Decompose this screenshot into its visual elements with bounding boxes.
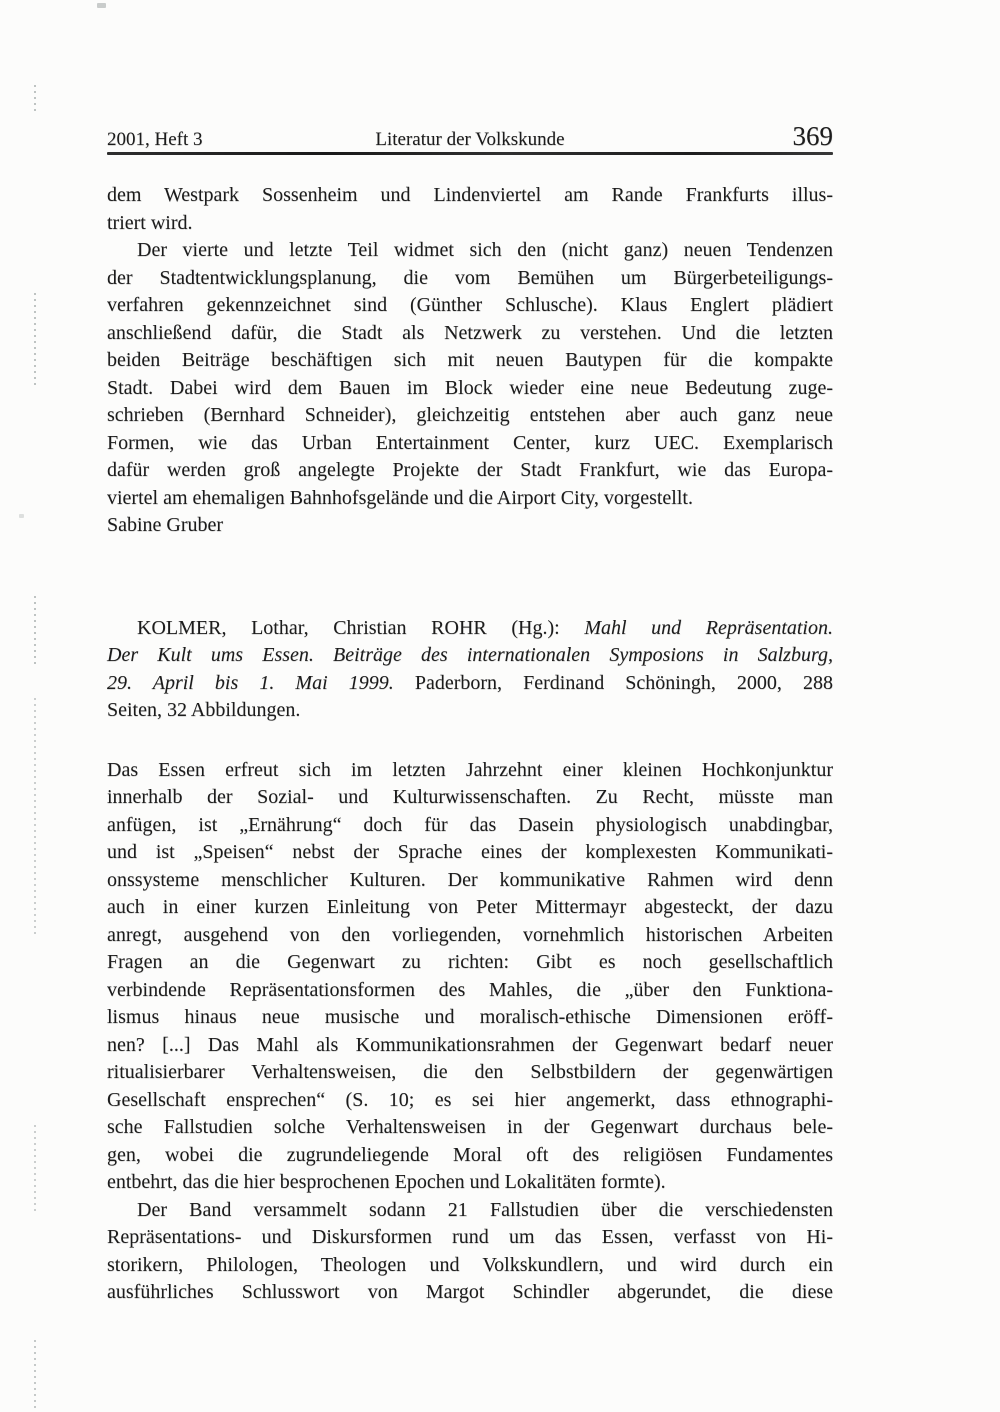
text-line: [107, 1279, 833, 1307]
reviewer-signature: Sabine Gruber: [107, 514, 224, 536]
header-rule: [107, 152, 833, 155]
text-run: innerhalb der Sozial- und Kulturwissenschaften. Zu Recht, müsste man: [107, 786, 833, 808]
scan-artifact: [34, 1340, 36, 1408]
text-run: anschließend dafür, die Stadt als Netzwerk zu verstehen. Und die letzten: [107, 321, 833, 344]
text-line: [107, 292, 833, 320]
text-run: gen, wobei die zugrundeliegende Moral oft des religiösen Fundamentes: [107, 1143, 833, 1166]
scan-artifact: [19, 514, 24, 518]
text-run: ritualisierbarer Verhaltensweisen, die den Selbstbildern der gegenwärtigen: [107, 1061, 833, 1083]
text-run: anfügen, ist „Ernährung“ doch für das Dasein physiologisch unabdingbar,: [107, 813, 833, 836]
text-run: schrieben (Bernhard Schneider), gleichzeitig entstehen aber auch ganz neue: [107, 404, 833, 426]
text-line: [107, 922, 833, 950]
text-line: [107, 375, 833, 403]
text-line: [107, 949, 833, 977]
text-run: beiden Beiträge beschäftigen sich mit neuen Bautypen für die kompakte: [107, 349, 833, 371]
text-run: verbindende Repräsentationsformen des Mahles, die „über den Funktiona-: [107, 978, 833, 1001]
italic-text-run: Der Kult ums Essen. Beiträge des internationalen Symposions in Salzburg,: [107, 644, 833, 666]
text-line: [107, 182, 833, 210]
text-line: [107, 485, 833, 513]
text-run: KOLMER, Lothar, Christian ROHR (Hg.):: [137, 616, 585, 639]
text-line: [107, 1169, 833, 1197]
text-run: Stadt. Dabei wird dem Bauen im Block wieder eine neue Bedeutung zuge-: [107, 376, 833, 399]
scan-artifact: [34, 596, 36, 668]
text-line: [107, 265, 833, 293]
text-line: [107, 347, 833, 375]
text-line: [107, 1252, 833, 1280]
italic-text-run: Mahl und Repräsentation.: [584, 616, 833, 639]
text-line: [107, 977, 833, 1005]
text-line: [107, 697, 833, 725]
text-run: dem Westpark Sossenheim und Lindenviertel am Rande Frankfurts illus-: [107, 184, 833, 206]
text-line: [107, 1032, 833, 1060]
text-line: [107, 1004, 833, 1032]
text-run: Der Band versammelt sodann 21 Fallstudien über die verschiedensten: [137, 1198, 833, 1221]
text-run: ausführliches Schlusswort von Margot Schindler abgerundet, die diese: [107, 1281, 833, 1303]
text-line: [107, 642, 833, 670]
text-run: viertel am ehemaligen Bahnhofsgelände und die Airport City, vorgestellt.: [107, 486, 693, 509]
page-body: [107, 182, 833, 1307]
text-line: [107, 894, 833, 922]
text-line: [107, 1197, 833, 1225]
text-run: Seiten, 32 Abbildungen.: [107, 699, 301, 721]
text-line: [107, 839, 833, 867]
text-line: [107, 670, 833, 698]
text-run: sche Fallstudien solche Verhaltensweisen in der Gegenwart durchaus bele-: [107, 1116, 833, 1138]
text-run: Fragen an die Gegenwart zu richten: Gibt es noch gesellschaftlich: [107, 951, 833, 973]
text-run: dafür werden groß angelegte Projekte der Stadt Frankfurt, wie das Europa-: [107, 459, 833, 481]
text-run: der Stadtentwicklungsplanung, die vom Bemühen um Bürgerbeteiligungs-: [107, 266, 833, 289]
text-run: entbehrt, das die hier besprochenen Epochen und Lokalitäten formte).: [107, 1171, 666, 1193]
text-run: auch in einer kurzen Einleitung von Peter Mittermayr abgesteckt, der dazu: [107, 896, 833, 918]
paragraph-continues-next-page: [107, 1197, 833, 1307]
scan-artifact: [34, 85, 36, 113]
text-run: storikern, Philologen, Theologen und Volkskundlern, und wird durch ein: [107, 1253, 833, 1276]
header-journal-title: Literatur der Volkskunde: [375, 129, 565, 150]
text-run: Der vierte und letzte Teil widmet sich den (nicht ganz) neuen Tendenzen: [137, 239, 833, 261]
paragraph-continuation: [107, 182, 833, 237]
header-issue: 2001, Heft 3: [107, 129, 203, 150]
text-line: [107, 757, 833, 785]
text-line: [107, 1114, 833, 1142]
book-citation: [107, 615, 833, 725]
text-line: [107, 615, 833, 643]
text-line: [107, 812, 833, 840]
text-run: Das Essen erfreut sich im letzten Jahrzehnt einer kleinen Hochkonjunktur: [107, 758, 833, 781]
text-line: [107, 237, 833, 265]
running-header: [107, 121, 833, 152]
text-line: [107, 867, 833, 895]
text-run: lismus hinaus neue musische und moralisch-ethische Dimensionen eröff-: [107, 1006, 833, 1028]
paragraph: [107, 757, 833, 1197]
text-line: [107, 784, 833, 812]
text-run: und ist „Speisen“ nebst der Sprache eines der komplexesten Kommunikati-: [107, 841, 833, 863]
text-line: [107, 1059, 833, 1087]
text-line: [107, 430, 833, 458]
text-line: [107, 210, 833, 238]
paragraph: [107, 237, 833, 512]
text-run: verfahren gekennzeichnet sind (Günther Schlusche). Klaus Englert plädiert: [107, 294, 833, 316]
scan-artifact: [34, 293, 36, 389]
text-run: Repräsentations- und Diskursformen rund um das Essen, verfasst von Hi-: [107, 1226, 833, 1248]
text-run: triert wird.: [107, 211, 193, 234]
text-line: [107, 1142, 833, 1170]
text-run: Paderborn, Ferdinand Schöningh, 2000, 288: [393, 671, 833, 694]
scan-artifact: [34, 1125, 36, 1215]
text-run: Formen, wie das Urban Entertainment Center, kurz UEC. Exemplarisch: [107, 431, 833, 454]
text-line: [107, 402, 833, 430]
text-line: [107, 457, 833, 485]
scan-artifact: [34, 698, 36, 936]
text-run: Gesellschaft ensprechen“ (S. 10; es sei hier angemerkt, dass ethnographi-: [107, 1088, 833, 1111]
text-line: [107, 320, 833, 348]
text-line: [107, 1087, 833, 1115]
italic-text-run: 29. April bis 1. Mai 1999.: [107, 671, 394, 694]
text-line: [107, 1224, 833, 1252]
text-run: anregt, ausgehend von den vorliegenden, vornehmlich historischen Arbeiten: [107, 923, 833, 946]
scan-artifact: [97, 3, 106, 8]
header-page-number: 369: [792, 121, 833, 151]
text-run: nen? [...] Das Mahl als Kommunikationsrahmen der Gegenwart bedarf neuer: [107, 1033, 833, 1056]
text-run: onssysteme menschlicher Kulturen. Der kommunikative Rahmen wird denn: [107, 868, 833, 891]
